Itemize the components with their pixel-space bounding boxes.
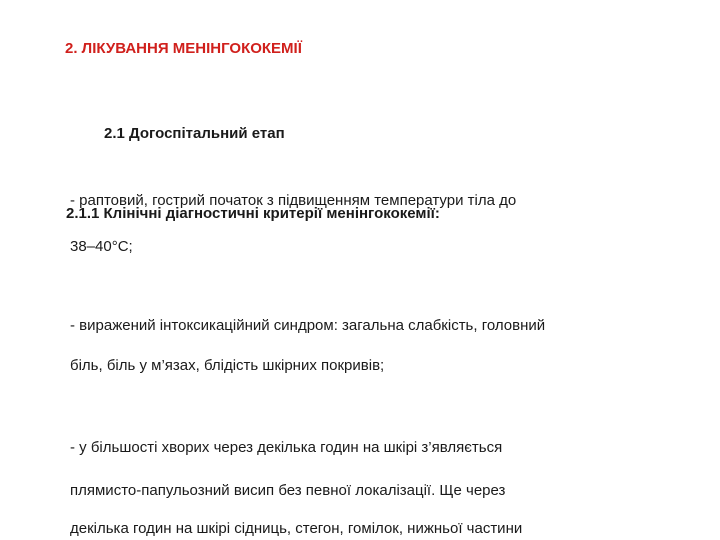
paragraph-line: декілька годин на шкірі сідниць, стегон, гомілок, нижньої частини [70, 520, 523, 537]
section-heading: 2.1 Догоспітальний етап [104, 125, 285, 142]
page-title: 2. ЛІКУВАННЯ МЕНІНГОКОКЕМІЇ [65, 40, 302, 57]
paragraph-line: - у більшості хворих через декілька годин на шкірі з’являється [70, 439, 503, 456]
paragraph-line: плямисто-папульозний висип без певної локалізації. Ще через [70, 482, 506, 499]
paragraph-line: - виражений інтоксикаційний синдром: загальна слабкість, головний [70, 317, 546, 334]
subsection-heading: 2.1.1 Клінічні діагностичні критерії менінгококемії: [66, 205, 440, 222]
paragraph-line: - раптовий, гострий початок з підвищенням температури тіла до [70, 192, 517, 209]
paragraph-line: 38–40°С; [70, 238, 133, 255]
paragraph-line: біль, біль у м’язах, блідість шкірних покривів; [70, 357, 385, 374]
